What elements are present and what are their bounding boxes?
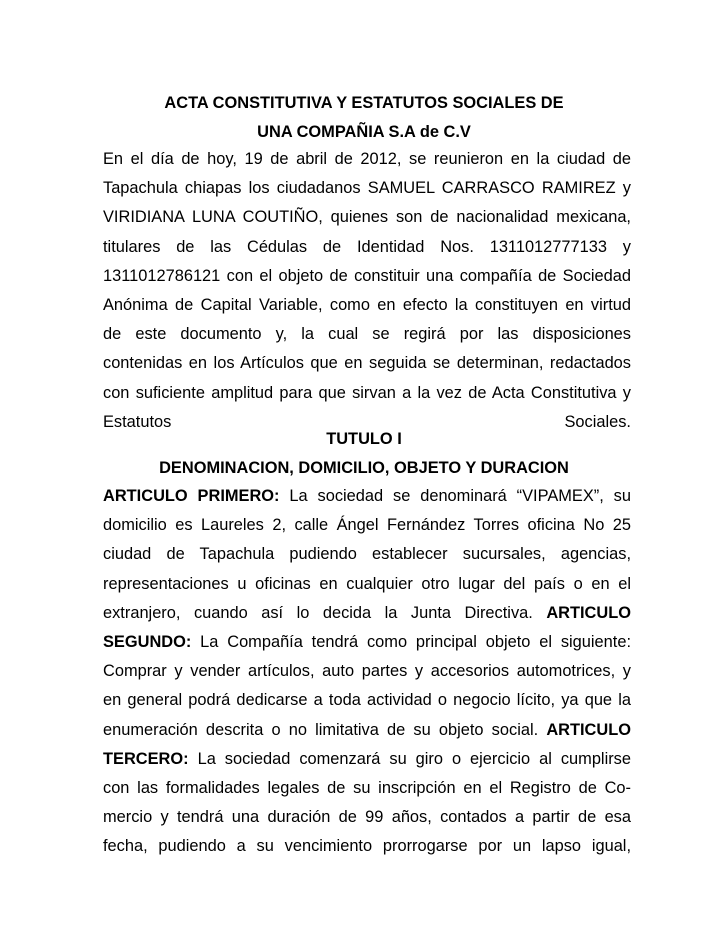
article-line: fecha, pudiendo a su vencimiento prorrogarse por un lapso igual, <box>103 837 631 856</box>
intro-line: contenidas en los Artículos que en seguida se determinan, redactados <box>103 354 631 373</box>
article-2-label-b: SEGUNDO: <box>103 632 192 651</box>
article-1-last-text: extranjero, cuando así lo decida la Junta Directiva. <box>103 603 547 622</box>
section-subtitle: DENOMINACION, DOMICILIO, OBJETO Y DURACION <box>159 459 569 477</box>
intro-line: 1311012786121 con el objeto de constituir una compañía de Sociedad <box>103 266 631 285</box>
article-line: Comprar y vender artículos, auto partes y accesorios automotrices, y <box>103 662 631 681</box>
article-2-text: La Compañía tendrá como principal objeto el siguiente: <box>191 632 631 651</box>
article-line: ciudad de Tapachula pudiendo establecer sucursales, agencias, <box>103 545 631 564</box>
article-3-label-b: TERCERO: <box>103 749 189 768</box>
article-1-last-line <box>103 599 631 628</box>
article-2-label-a: ARTICULO <box>546 603 631 622</box>
article-1-first-line <box>103 482 631 511</box>
article-line: con las formalidades legales de su inscripción en el Registro de Co- <box>103 778 631 797</box>
document-title-line-2: UNA COMPAÑIA S.A de C.V <box>257 123 471 141</box>
articles-text <box>103 482 631 861</box>
section-title: TUTULO I <box>326 430 402 448</box>
article-3-text: La sociedad comenzará su giro o ejercicio al cumplirse <box>188 749 631 768</box>
article-line: mercio y tendrá una duración de 99 años, contados a partir de esa <box>103 808 631 827</box>
article-2-last-line <box>103 716 631 745</box>
intro-line: Tapachula chiapas los ciudadanos SAMUEL CARRASCO RAMIREZ y <box>103 179 631 198</box>
intro-line: En el día de hoy, 19 de abril de 2012, se reunieron en la ciudad de <box>103 150 631 168</box>
intro-line: Estatutos Sociales. <box>103 412 631 431</box>
article-3-first-line <box>103 745 631 774</box>
article-1-text: La sociedad se denominará “VIPAMEX”, su <box>279 487 631 505</box>
article-2-last-text: enumeración descrita o no limitativa de su objeto social. <box>103 720 547 739</box>
article-line: representaciones u oficinas en cualquier otro lugar del país o en el <box>103 574 631 593</box>
article-line: en general podrá dedicarse a toda actividad o negocio lícito, ya que la <box>103 691 631 710</box>
intro-line: de este documento y, la cual se regirá por las disposiciones <box>103 325 631 344</box>
intro-line: VIRIDIANA LUNA COUTIÑO, quienes son de nacionalidad mexicana, <box>103 208 631 227</box>
intro-paragraph <box>103 145 631 437</box>
intro-line: Anónima de Capital Variable, como en efecto la constituyen en virtud <box>103 295 631 314</box>
article-2-first-line <box>103 628 631 657</box>
article-line: domicilio es Laureles 2, calle Ángel Fernández Torres oficina No 25 <box>103 516 631 535</box>
intro-line: con suficiente amplitud para que sirvan a la vez de Acta Constitutiva y <box>103 383 631 402</box>
article-1-label: ARTICULO PRIMERO: <box>103 487 280 505</box>
document-title-line-1: ACTA CONSTITUTIVA Y ESTATUTOS SOCIALES DE <box>164 94 564 112</box>
article-3-label-a: ARTICULO <box>546 720 631 739</box>
intro-line: titulares de las Cédulas de Identidad Nos. 1311012777133 y <box>103 237 631 256</box>
